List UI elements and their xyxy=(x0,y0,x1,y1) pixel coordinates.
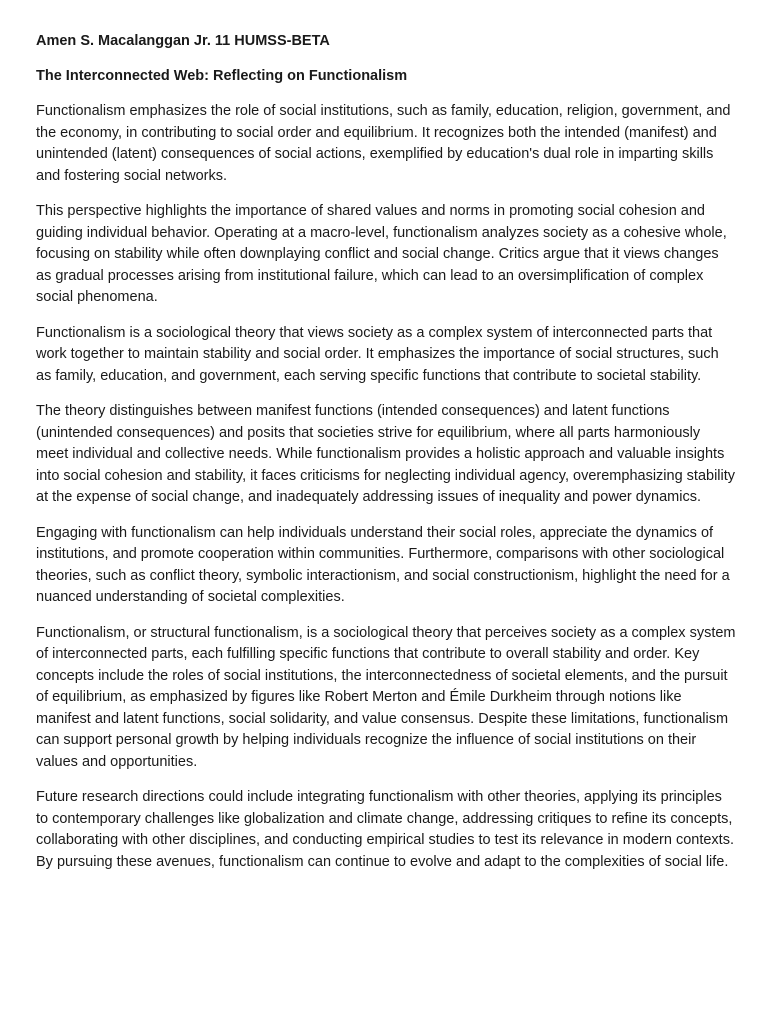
paragraph-5: Engaging with functionalism can help individuals understand their social roles, appreciate the dynamics of institutions, and promote cooperation within communities. Furthermore, comparisons with other sociological theories, such as conflict theory, symbolic interactionism, and social constructionism, highlight the need for a nuanced understanding of societal complexities. xyxy=(36,524,730,605)
paragraph-1: Functionalism emphasizes the role of social institutions, such as family, education, religion, government, and the economy, in contributing to social order and equilibrium. It recognizes both the intended (manifest) and unintended (latent) consequences of social actions, exemplified by education's dual role in imparting skills and fostering social networks. xyxy=(36,103,731,184)
paragraph-2: This perspective highlights the importance of shared values and norms in promoting social cohesion and guiding individual behavior. Operating at a macro-level, functionalism analyzes society as a cohesive whole, focusing on stability while often downplaying conflict and social change. Critics argue that it views changes as gradual processes arising from institutional failure, which can lead to an oversimplification of complex social phenomena. xyxy=(36,203,727,305)
author-line: Amen S. Macalanggan Jr. 11 HUMSS-BETA xyxy=(36,33,330,49)
paragraph-4: The theory distinguishes between manifest functions (intended consequences) and latent functions (unintended consequences) and posits that societies strive for equilibrium, where all parts harmoniously meet individual and collective needs. While functionalism provides a holistic approach and valuable insights into social cohesion and stability, it faces criticisms for neglecting individual agency, overemphasizing stability at the expense of social change, and inadequately addressing issues of inequality and power dynamics. xyxy=(36,403,736,505)
paragraph-3: Functionalism is a sociological theory that views society as a complex system of interconnected parts that work together to maintain stability and social order. It emphasizes the importance of social structures, such as family, education, and government, each serving specific functions that contribute to societal stability. xyxy=(36,324,719,384)
document-page xyxy=(36,31,736,887)
document-title: The Interconnected Web: Reflecting on Functionalism xyxy=(36,68,408,84)
paragraph-7: Future research directions could include integrating functionalism with other theories, applying its principles to contemporary challenges like globalization and climate change, addressing critiques to refine its concepts, collaborating with other disciplines, and conducting empirical studies to test its relevance in modern contexts. By pursuing these avenues, functionalism can continue to evolve and adapt to the complexities of social life. xyxy=(36,789,734,870)
paragraph-6: Functionalism, or structural functionalism, is a sociological theory that perceives society as a complex system of interconnected parts, each fulfilling specific functions that contribute to overall stability and order. Key concepts include the roles of social institutions, the interconnectedness of societal elements, and the pursuit of equilibrium, as emphasized by figures like Robert Merton and Émile Durkheim through notions like manifest and latent functions, social solidarity, and value consensus. Despite these limitations, functionalism can support personal growth by helping individuals recognize the influence of social institutions on their values and opportunities. xyxy=(36,624,736,770)
